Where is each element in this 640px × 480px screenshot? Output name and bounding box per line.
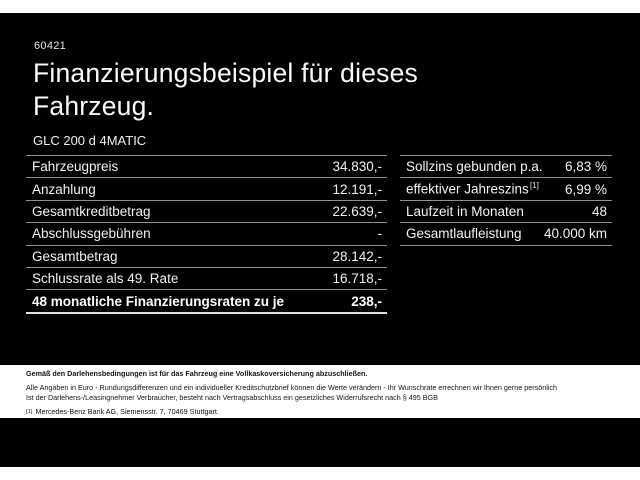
- table-row: [400, 201, 612, 223]
- row-value: 22.639,-: [332, 203, 382, 219]
- row-label: 48 monatliche Finanzierungsraten zu je: [32, 293, 285, 309]
- disclaimer-section: [0, 365, 640, 418]
- row-value: 6,83 %: [564, 159, 607, 175]
- row-value: 238,-: [351, 293, 382, 309]
- row-value: 40.000 km: [543, 226, 607, 242]
- footnote-superscript: [1]: [529, 181, 539, 191]
- row-label: Sollzins gebunden p.a.: [406, 159, 543, 175]
- disclaimer-bold-line: Gemäß den Darlehensbedingungen ist für das Fahrzeug eine Vollkaskoversicherung abzuschließen.: [26, 369, 368, 378]
- table-row-monthly-rate: [26, 290, 387, 313]
- table-row: [26, 246, 387, 268]
- row-value: 6,99 %: [564, 181, 607, 197]
- table-row: [400, 178, 612, 200]
- row-value: 12.191,-: [332, 181, 382, 197]
- table-row: [400, 223, 612, 245]
- row-value: 28.142,-: [332, 248, 382, 264]
- footnote-marker: [1]: [26, 409, 33, 415]
- row-label: Fahrzeugpreis: [32, 159, 119, 175]
- row-label: Anzahlung: [32, 181, 96, 197]
- table-row: [26, 223, 387, 245]
- table-row: [26, 178, 387, 200]
- financing-amounts-table: [26, 155, 387, 314]
- row-label: Gesamtkreditbetrag: [32, 203, 151, 219]
- row-label-text: effektiver Jahreszins: [406, 181, 529, 197]
- main-content-area: [0, 13, 640, 365]
- table-row: [400, 156, 612, 178]
- row-label: [406, 181, 539, 197]
- row-label: Laufzeit in Monaten: [406, 203, 524, 219]
- footnote-line: [26, 407, 219, 416]
- row-value: 48: [591, 203, 607, 219]
- row-label: Schlussrate als 49. Rate: [32, 271, 179, 287]
- lower-black-band: [0, 418, 640, 467]
- row-value: 34.830,-: [332, 159, 382, 175]
- table-row: [26, 201, 387, 223]
- page-title-line1: Finanzierungsbeispiel für dieses: [33, 58, 418, 88]
- table-row: [26, 156, 387, 178]
- table-row: [26, 268, 387, 290]
- row-value: -: [377, 226, 382, 242]
- footnote-text: Mercedes-Benz Bank AG, Siemensstr. 7, 70469 Stuttgart.: [35, 407, 219, 416]
- row-label: Abschlussgebühren: [32, 226, 151, 242]
- page-title-line2: Fahrzeug.: [33, 91, 155, 121]
- row-label: Gesamtlaufleistung: [406, 226, 522, 242]
- financing-conditions-table: [400, 155, 612, 246]
- disclaimer-line-2: Alle Angaben in Euro - Rundungsdifferenzen und ein individueller Kreditschutzbrief können die Werte verändern - Ihr Wunschrate errechnen wir Ihnen gerne persönlich: [26, 383, 557, 392]
- row-label: Gesamtbetrag: [32, 248, 118, 264]
- page-title: [33, 57, 418, 123]
- reference-number: 60421: [34, 40, 67, 52]
- disclaimer-line-3: Ist der Darlehens-/Leasingnehmer Verbraucher, besteht nach Vertragsabschluss ein gesetzliches Widerrufsrecht nach § 495 BGB: [26, 393, 438, 402]
- vehicle-model: GLC 200 d 4MATIC: [33, 133, 147, 148]
- row-value: 16.718,-: [332, 271, 382, 287]
